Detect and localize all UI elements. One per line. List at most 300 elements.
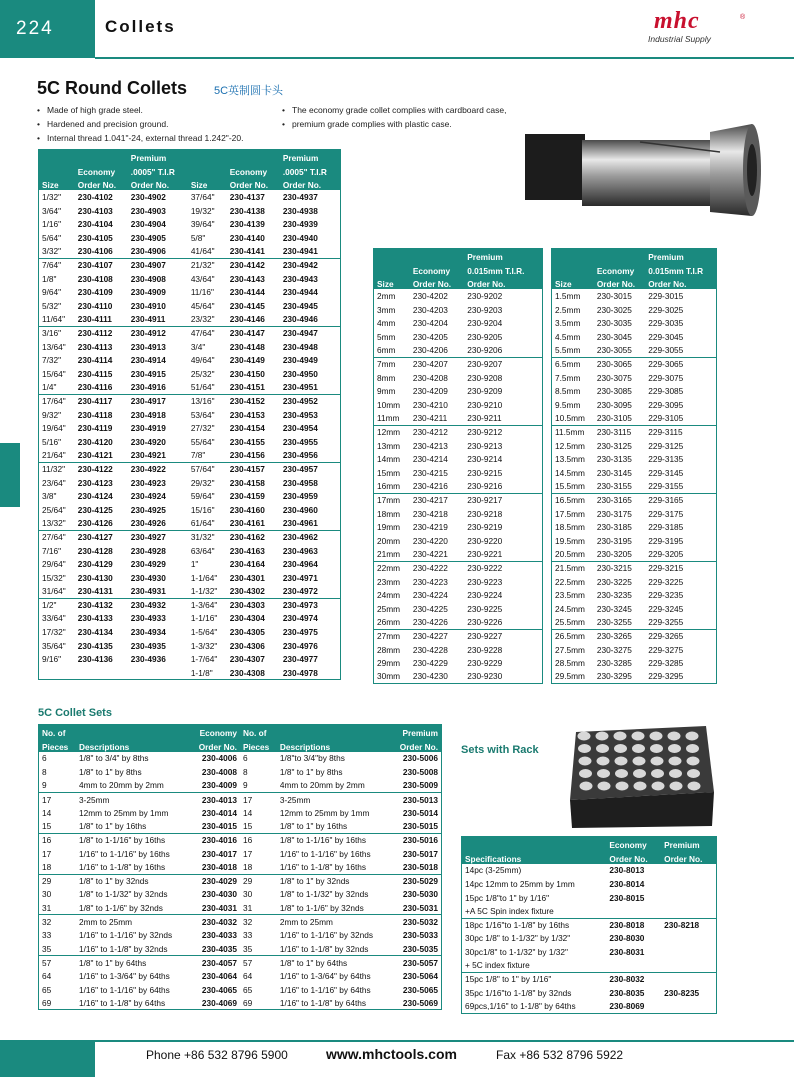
table-cell: 15mm — [377, 467, 401, 478]
table-cell: 21mm — [377, 549, 401, 560]
table-cell: 32 — [240, 915, 277, 929]
table-row — [39, 435, 341, 449]
table-cell: 9/32" — [42, 409, 62, 420]
table-cell: 9mm — [377, 386, 396, 397]
table-cell: 230-4125 — [77, 504, 113, 515]
table-cell: 230-9212 — [464, 425, 542, 439]
table-cell: 1/16" to 1-1/8" by 64ths — [79, 997, 166, 1008]
metric-collet-table-b — [551, 248, 717, 684]
table-cell: 1/16" to 1-1/8" by 32nds — [279, 943, 369, 954]
table-cell: 230-4210 — [412, 399, 448, 410]
table-cell: 230-4208 — [412, 372, 448, 383]
table-cell: 230-5009 — [402, 780, 438, 791]
table-cell: 230-4138 — [229, 205, 265, 216]
column-header — [462, 837, 607, 851]
table-cell: 1/8" to 1-1/32" by 32nds — [79, 889, 168, 900]
table-cell: 230-4157 — [227, 462, 280, 476]
table-cell: 23.5mm — [555, 590, 585, 601]
column-header — [76, 725, 189, 739]
table-row — [39, 833, 442, 847]
table-cell: 230-4946 — [282, 314, 318, 325]
table-cell — [75, 666, 128, 680]
table-cell: 230-9211 — [467, 413, 502, 424]
table-cell: 230-4130 — [77, 572, 113, 583]
table-cell: 1-1/64" — [190, 572, 218, 583]
table-cell: 18 — [242, 861, 253, 872]
table-cell: 230-4209 — [412, 386, 448, 397]
table-cell: 230-4065 — [201, 984, 237, 995]
table-cell: 230-4978 — [282, 667, 318, 678]
table-cell: 230-4222 — [410, 561, 464, 575]
table-cell: 230-4907 — [128, 258, 188, 272]
table-cell: 230-4915 — [130, 368, 166, 379]
table-cell: 24.5mm — [555, 603, 585, 614]
table-cell: 230-4304 — [229, 613, 265, 624]
rack-hole — [688, 782, 701, 791]
table-cell: 230-4301 — [229, 572, 265, 583]
table-cell: 229-3045 — [648, 331, 684, 342]
table-cell: 229-3155 — [648, 481, 684, 492]
table-cell: 27mm — [374, 629, 410, 643]
table-cell: 230-4016 — [189, 833, 240, 847]
table-cell: 7/32" — [42, 355, 62, 366]
table-cell: 1/16" to 1-1/8" by 64ths — [279, 997, 367, 1008]
table-cell: 230-4917 — [128, 394, 188, 408]
table-cell: 230-4104 — [77, 219, 113, 230]
table-row — [374, 398, 543, 412]
table-cell: 1/16" to 1-1/16" by 16ths — [279, 848, 371, 859]
table-cell: 230-4156 — [229, 450, 265, 461]
table-cell: 230-4953 — [282, 409, 318, 420]
table-cell: 230-4902 — [130, 192, 166, 203]
table-cell — [606, 959, 661, 973]
table-cell: 230-5008 — [402, 767, 438, 778]
column-header: .0005" T.I.R — [128, 163, 188, 177]
table-cell: 1/8" to 1-1/32" by 32nds — [279, 889, 369, 900]
table-cell: 230-3195 — [596, 535, 632, 546]
column-header: Descriptions — [76, 738, 189, 752]
table-cell: 230-4207 — [410, 357, 464, 371]
table-cell: 230-4962 — [280, 530, 341, 544]
table-cell: 230-5014 — [402, 807, 438, 818]
table-cell: 230-4305 — [229, 627, 265, 638]
table-row — [39, 901, 442, 915]
table-cell: 230-4224 — [412, 590, 448, 601]
table-cell: 230-4134 — [77, 627, 113, 638]
table-cell: 230-4308 — [229, 667, 265, 678]
column-header: Size — [374, 276, 410, 290]
table-row — [39, 489, 341, 503]
table-cell — [661, 972, 716, 986]
table-cell: 23/32" — [190, 314, 215, 325]
table-row — [39, 792, 442, 806]
table-cell: 65 — [42, 984, 52, 995]
table-cell: 230-5013 — [390, 792, 441, 806]
table-row — [374, 643, 543, 657]
table-cell: 230-3125 — [596, 440, 632, 451]
page-number: 224 — [0, 0, 95, 58]
table-cell: 1/2" — [39, 598, 75, 612]
rack-hole — [615, 757, 628, 766]
table-cell: 230-4922 — [128, 462, 188, 476]
table-cell: 230-4221 — [412, 549, 448, 560]
table-row — [39, 942, 442, 956]
table-row — [374, 588, 543, 602]
table-cell: 7.5mm — [555, 372, 581, 383]
inch-collet-table — [38, 149, 341, 680]
table-cell: 230-4131 — [77, 586, 113, 597]
mhc-logo: mhc ® Industrial Supply — [648, 8, 746, 44]
table-cell: 61/64" — [190, 518, 215, 529]
table-cell: 29mm — [377, 658, 401, 669]
table-cell: 230-4228 — [412, 644, 448, 655]
table-cell: 230-4949 — [282, 355, 318, 366]
table-cell: 31/64" — [42, 586, 66, 597]
table-row — [462, 972, 717, 986]
table-cell: 229-3215 — [645, 561, 716, 575]
table-cell: 17.5mm — [555, 508, 585, 519]
table-cell: 1-1/8" — [190, 667, 213, 678]
table-cell: 4mm to 20mm by 2mm — [79, 780, 164, 791]
table-cell: 230-4120 — [77, 436, 113, 447]
table-cell: 3-25mm — [76, 792, 189, 806]
table-cell: 230-4033 — [201, 930, 237, 941]
table-cell: 230-4106 — [77, 246, 113, 257]
table-cell: 230-9217 — [464, 493, 542, 507]
table-cell: 230-4920 — [130, 436, 166, 447]
table-cell: 229-3165 — [645, 493, 716, 507]
rack-hole — [579, 769, 592, 778]
table-cell: 230-4150 — [229, 368, 265, 379]
table-cell: 230-4226 — [412, 617, 448, 628]
table-cell: 20mm — [377, 535, 401, 546]
table-cell: 230-4114 — [77, 355, 113, 366]
table-cell: 5/8" — [190, 232, 206, 243]
rack-hole — [614, 732, 627, 741]
table-cell: 19/32" — [190, 205, 215, 216]
table-cell: 230-4132 — [75, 598, 128, 612]
table-row — [39, 996, 442, 1010]
table-cell: 230-4934 — [130, 627, 166, 638]
rack-hole — [596, 744, 609, 753]
table-cell: 230-9204 — [467, 318, 503, 329]
table-cell: 47/64" — [188, 326, 227, 340]
table-cell: 230-4218 — [412, 508, 448, 519]
table-cell: 230-4961 — [282, 518, 318, 529]
table-cell: 1-1/16" — [190, 613, 218, 624]
rack-hole — [616, 782, 629, 791]
table-cell: 230-4145 — [229, 300, 265, 311]
table-cell: 229-3095 — [648, 399, 684, 410]
table-cell: 69 — [242, 997, 253, 1008]
table-row — [552, 425, 717, 439]
table-cell: 21.5mm — [552, 561, 594, 575]
table-cell: 5/16" — [42, 436, 62, 447]
table-cell: 230-4139 — [229, 219, 265, 230]
table-cell: 230-5035 — [402, 943, 438, 954]
table-cell: 30 — [42, 889, 52, 900]
table-cell: 230-4931 — [130, 586, 166, 597]
table-cell: 230-4122 — [75, 462, 128, 476]
table-cell: 3-25mm — [277, 792, 390, 806]
column-header: Order No. — [645, 276, 716, 290]
table-row — [39, 258, 341, 272]
feature-item-cont: • premium grade complies with plastic case. — [282, 117, 507, 131]
table-cell: 17mm — [374, 493, 410, 507]
table-cell: 1/8" to 1" by 16ths — [279, 821, 348, 832]
table-row — [552, 493, 717, 507]
column-header — [188, 163, 227, 177]
table-cell — [606, 904, 661, 918]
table-row — [552, 656, 717, 670]
table-cell: 230-9222 — [464, 561, 542, 575]
table-cell: 30 — [242, 889, 253, 900]
table-row — [39, 915, 442, 929]
table-cell: 1/16" to 1-1/16" by 64ths — [79, 984, 170, 995]
table-cell: 7mm — [374, 357, 410, 371]
table-cell: 230-4135 — [77, 640, 113, 651]
table-cell: 29/64" — [42, 559, 66, 570]
table-cell: 230-4128 — [77, 545, 113, 556]
table-cell: 5/64" — [42, 232, 62, 243]
table-cell: 1/8"to 3/4"by 8ths — [279, 753, 345, 764]
table-row — [374, 412, 543, 426]
table-row — [39, 956, 442, 970]
table-row — [374, 656, 543, 670]
collet-rack-photo — [566, 722, 716, 830]
table-cell: +A 5C Spin index fixture — [465, 906, 554, 917]
column-header: Premium — [128, 150, 188, 164]
table-cell: 230-4937 — [282, 192, 318, 203]
table-cell — [661, 904, 716, 918]
table-cell: 230-4938 — [282, 205, 318, 216]
section-title: Collets — [105, 17, 176, 36]
table-cell: 230-3115 — [594, 425, 645, 439]
table-cell: 1/16" — [42, 219, 62, 230]
column-header — [277, 725, 390, 739]
table-cell: 230-4203 — [412, 304, 448, 315]
table-cell: 230-4952 — [280, 394, 341, 408]
table-cell: 230-4924 — [130, 491, 166, 502]
table-cell: 230-4918 — [130, 409, 166, 420]
table-cell: 230-4013 — [189, 792, 240, 806]
table-cell: 230-3295 — [596, 671, 632, 682]
table-row — [374, 670, 543, 684]
table-cell: 30pc 1/8" to 1-1/32" by 1/32" — [465, 933, 571, 944]
table-cell: 229-3255 — [648, 617, 684, 628]
table-cell: 21/64" — [42, 450, 66, 461]
table-cell: 63/64" — [190, 545, 215, 556]
table-cell: 230-4935 — [130, 640, 166, 651]
table-cell: 230-4941 — [282, 246, 318, 257]
table-cell: 230-4903 — [130, 205, 166, 216]
table-cell: 230-4107 — [75, 258, 128, 272]
table-cell: 37/64" — [190, 192, 215, 203]
column-header: Premium — [645, 249, 716, 263]
table-cell: 230-4147 — [227, 326, 280, 340]
table-cell: 230-9207 — [464, 357, 542, 371]
table-cell: 229-3025 — [648, 304, 684, 315]
table-cell: 5.5mm — [555, 345, 581, 356]
table-cell: 230-5065 — [402, 984, 438, 995]
table-cell: 33 — [42, 930, 52, 941]
table-cell: 1/8" to 1" by 16ths — [79, 821, 147, 832]
table-cell: 26mm — [377, 617, 401, 628]
table-cell: 11/16" — [190, 287, 214, 298]
table-cell: 230-4029 — [189, 874, 240, 888]
table-row — [374, 289, 543, 303]
rack-hole — [686, 732, 699, 741]
table-cell: 9 — [42, 780, 47, 791]
table-cell: 230-4160 — [229, 504, 265, 515]
table-cell: 230-4975 — [282, 627, 318, 638]
table-cell: 229-3035 — [648, 318, 684, 329]
table-cell: 64 — [42, 970, 52, 981]
table-cell: 230-4942 — [280, 258, 341, 272]
table-cell: 1-7/64" — [190, 654, 218, 665]
table-row — [374, 575, 543, 589]
table-cell: 230-9214 — [467, 454, 503, 465]
table-cell: 230-3215 — [594, 561, 645, 575]
table-cell: 230-5006 — [402, 753, 438, 764]
table-cell: 30mm — [377, 671, 401, 682]
table-cell: 230-3285 — [596, 658, 632, 669]
column-header: No. of — [39, 725, 77, 739]
table-cell: 229-3015 — [648, 291, 684, 302]
rack-hole — [651, 769, 664, 778]
table-row — [374, 452, 543, 466]
table-cell: 25.5mm — [555, 617, 585, 628]
table-cell: 230-8015 — [609, 892, 645, 903]
table-cell: 230-4144 — [229, 287, 265, 298]
table-row — [39, 231, 341, 245]
table-cell: 230-3095 — [596, 399, 632, 410]
table-cell: 7/64" — [39, 258, 75, 272]
table-cell: 1-3/64" — [188, 598, 227, 612]
table-row — [39, 874, 442, 888]
table-cell: 21/32" — [188, 258, 227, 272]
table-cell: 230-4971 — [282, 572, 318, 583]
table-cell: 230-4227 — [410, 629, 464, 643]
table-row — [552, 357, 717, 371]
table-row — [462, 959, 717, 973]
table-cell: 230-8031 — [609, 947, 645, 958]
table-row — [552, 588, 717, 602]
table-cell: 9.5mm — [555, 399, 581, 410]
table-row — [39, 860, 442, 874]
column-header: Economy — [75, 163, 128, 177]
footer-website[interactable]: www.mhctools.com — [326, 1046, 457, 1062]
table-cell: 230-4115 — [77, 368, 113, 379]
table-cell: 27.5mm — [555, 644, 585, 655]
table-cell: 230-9220 — [467, 535, 503, 546]
table-row — [39, 272, 341, 286]
table-cell: 230-4973 — [280, 598, 341, 612]
table-cell: 12.5mm — [555, 440, 585, 451]
rack-hole — [633, 769, 646, 778]
table-cell: 230-4963 — [282, 545, 318, 556]
table-cell: 230-4904 — [130, 219, 166, 230]
table-cell: 43/64" — [190, 273, 215, 284]
table-cell: 230-9223 — [467, 576, 503, 587]
table-cell: 230-4113 — [77, 341, 113, 352]
rack-hole — [597, 757, 610, 766]
table-cell: 35 — [42, 943, 52, 954]
table-cell: 229-3265 — [645, 629, 716, 643]
table-row — [374, 629, 543, 643]
table-cell: 230-4017 — [201, 848, 237, 859]
column-header: Economy — [606, 837, 661, 851]
table-row — [374, 616, 543, 630]
table-cell: 230-4103 — [77, 205, 113, 216]
table-cell: 230-4202 — [412, 291, 448, 302]
table-cell: 230-8013 — [609, 865, 645, 876]
rack-hole — [598, 782, 611, 791]
table-cell: 229-3055 — [648, 345, 684, 356]
table-cell: 230-9225 — [467, 603, 503, 614]
table-cell: 25/32" — [190, 368, 215, 379]
table-row — [552, 534, 717, 548]
table-cell: 1/8" to 1" by 64ths — [76, 956, 189, 970]
table-cell: 24mm — [377, 590, 401, 601]
table-cell: 230-5030 — [402, 889, 438, 900]
table-cell: 1-3/32" — [190, 640, 218, 651]
table-cell: 30pc1/8" to 1-1/32" by 1/32" — [465, 947, 568, 958]
table-cell: 230-3255 — [596, 617, 632, 628]
table-cell: 3/64" — [42, 205, 62, 216]
column-header: Order No. — [661, 850, 716, 864]
column-header: 0.015mm T.I.R. — [464, 262, 542, 276]
table-cell: 29 — [39, 874, 77, 888]
column-header: Premium — [280, 150, 341, 164]
table-cell: 230-4149 — [229, 355, 265, 366]
table-cell: 230-4217 — [410, 493, 464, 507]
table-cell: 230-4159 — [229, 491, 265, 502]
column-header: Pieces — [39, 738, 77, 752]
table-cell: 230-4142 — [227, 258, 280, 272]
table-cell: 230-4957 — [280, 462, 341, 476]
table-cell: 64 — [242, 970, 253, 981]
table-row — [552, 670, 717, 684]
table-cell: 230-4124 — [77, 491, 113, 502]
table-cell: 230-4206 — [412, 345, 448, 356]
table-cell: 1/8" to 1-1/6" by 32nds — [79, 902, 163, 913]
table-row — [552, 412, 717, 426]
table-cell: 230-3245 — [596, 603, 632, 614]
table-cell: 230-3065 — [594, 357, 645, 371]
table-cell: 230-4148 — [229, 341, 265, 352]
column-header — [227, 150, 280, 164]
table-row — [462, 1000, 717, 1014]
column-header: 0.015mm T.I.R — [645, 262, 716, 276]
table-cell: 1/8" to 1-1/6" by 32nds — [279, 902, 364, 913]
table-cell: 230-4964 — [282, 559, 318, 570]
table-cell: 1/16" to 1-3/64" by 64ths — [79, 970, 170, 981]
table-cell: 4mm to 20mm by 2mm — [279, 780, 365, 791]
table-cell: 230-4057 — [189, 956, 240, 970]
table-row — [39, 888, 442, 902]
table-cell: 230-3045 — [596, 331, 632, 342]
table-row — [462, 932, 717, 946]
rack-hole — [669, 757, 682, 766]
table-cell: 230-9228 — [467, 644, 503, 655]
table-cell: 230-8235 — [664, 987, 700, 998]
column-header: Economy — [227, 163, 280, 177]
table-row — [39, 394, 341, 408]
table-cell: 49/64" — [190, 355, 215, 366]
table-cell: 230-4943 — [282, 273, 318, 284]
table-row — [39, 462, 341, 476]
